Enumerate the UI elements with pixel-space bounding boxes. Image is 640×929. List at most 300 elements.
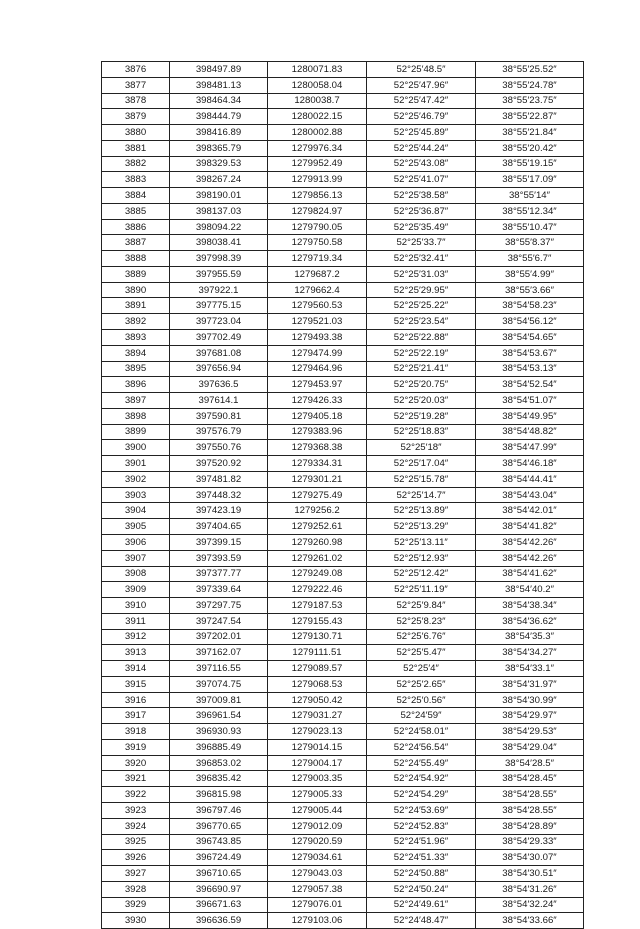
table-row — [102, 550, 584, 566]
latitude-cell: 52°25′22.88″ — [367, 330, 476, 346]
latitude-cell: 52°25′31.03″ — [367, 266, 476, 282]
latitude-cell: 52°24′56.54″ — [367, 739, 476, 755]
y-coordinate-cell: 1279662.4 — [268, 282, 367, 298]
x-coordinate-cell: 397074.75 — [170, 676, 268, 692]
table-row — [102, 471, 584, 487]
y-coordinate-cell: 1279824.97 — [268, 203, 367, 219]
x-coordinate-cell: 396690.97 — [170, 881, 268, 897]
longitude-cell: 38°55′3.66″ — [476, 282, 584, 298]
longitude-cell: 38°54′41.62″ — [476, 566, 584, 582]
y-coordinate-cell: 1279521.03 — [268, 314, 367, 330]
longitude-cell: 38°54′28.89″ — [476, 818, 584, 834]
y-coordinate-cell: 1279405.18 — [268, 408, 367, 424]
x-coordinate-cell: 398365.79 — [170, 140, 268, 156]
longitude-cell: 38°54′51.07″ — [476, 393, 584, 409]
x-coordinate-cell: 396797.46 — [170, 802, 268, 818]
longitude-cell: 38°54′29.33″ — [476, 834, 584, 850]
point-number-cell: 3885 — [102, 203, 170, 219]
x-coordinate-cell: 397922.1 — [170, 282, 268, 298]
x-coordinate-cell: 397202.01 — [170, 629, 268, 645]
latitude-cell: 52°25′35.49″ — [367, 219, 476, 235]
y-coordinate-cell: 1279012.09 — [268, 818, 367, 834]
x-coordinate-cell: 396770.65 — [170, 818, 268, 834]
x-coordinate-cell: 398497.89 — [170, 62, 268, 78]
point-number-cell: 3916 — [102, 692, 170, 708]
table-row — [102, 393, 584, 409]
longitude-cell: 38°54′28.55″ — [476, 802, 584, 818]
x-coordinate-cell: 397656.94 — [170, 361, 268, 377]
longitude-cell: 38°55′19.15″ — [476, 156, 584, 172]
y-coordinate-cell: 1279155.43 — [268, 613, 367, 629]
table-row — [102, 440, 584, 456]
y-coordinate-cell: 1279952.49 — [268, 156, 367, 172]
y-coordinate-cell: 1279687.2 — [268, 266, 367, 282]
point-number-cell: 3890 — [102, 282, 170, 298]
longitude-cell: 38°54′30.07″ — [476, 850, 584, 866]
point-number-cell: 3912 — [102, 629, 170, 645]
x-coordinate-cell: 396710.65 — [170, 866, 268, 882]
point-number-cell: 3884 — [102, 188, 170, 204]
x-coordinate-cell: 397393.59 — [170, 550, 268, 566]
point-number-cell: 3908 — [102, 566, 170, 582]
y-coordinate-cell: 1279004.17 — [268, 755, 367, 771]
table-row — [102, 408, 584, 424]
table-row — [102, 802, 584, 818]
latitude-cell: 52°24′50.24″ — [367, 881, 476, 897]
point-number-cell: 3881 — [102, 140, 170, 156]
y-coordinate-cell: 1279260.98 — [268, 534, 367, 550]
x-coordinate-cell: 397399.15 — [170, 534, 268, 550]
table-row — [102, 503, 584, 519]
table-row — [102, 93, 584, 109]
x-coordinate-cell: 396853.02 — [170, 755, 268, 771]
point-number-cell: 3922 — [102, 787, 170, 803]
latitude-cell: 52°25′17.04″ — [367, 456, 476, 472]
latitude-cell: 52°24′52.83″ — [367, 818, 476, 834]
latitude-cell: 52°25′11.19″ — [367, 582, 476, 598]
longitude-cell: 38°54′28.45″ — [476, 771, 584, 787]
point-number-cell: 3896 — [102, 377, 170, 393]
x-coordinate-cell: 397423.19 — [170, 503, 268, 519]
latitude-cell: 52°24′58.01″ — [367, 724, 476, 740]
y-coordinate-cell: 1279130.71 — [268, 629, 367, 645]
longitude-cell: 38°54′35.3″ — [476, 629, 584, 645]
latitude-cell: 52°25′2.65″ — [367, 676, 476, 692]
table-row — [102, 834, 584, 850]
point-number-cell: 3921 — [102, 771, 170, 787]
longitude-cell: 38°54′48.82″ — [476, 424, 584, 440]
y-coordinate-cell: 1279005.44 — [268, 802, 367, 818]
longitude-cell: 38°54′46.18″ — [476, 456, 584, 472]
longitude-cell: 38°54′38.34″ — [476, 598, 584, 614]
latitude-cell: 52°25′48.5″ — [367, 62, 476, 78]
table-row — [102, 314, 584, 330]
y-coordinate-cell: 1280022.15 — [268, 109, 367, 125]
point-number-cell: 3917 — [102, 708, 170, 724]
point-number-cell: 3918 — [102, 724, 170, 740]
x-coordinate-cell: 396671.63 — [170, 897, 268, 913]
longitude-cell: 38°54′42.26″ — [476, 534, 584, 550]
point-number-cell: 3910 — [102, 598, 170, 614]
table-row — [102, 282, 584, 298]
y-coordinate-cell: 1279020.59 — [268, 834, 367, 850]
point-number-cell: 3923 — [102, 802, 170, 818]
table-row — [102, 645, 584, 661]
longitude-cell: 38°55′23.75″ — [476, 93, 584, 109]
point-number-cell: 3911 — [102, 613, 170, 629]
latitude-cell: 52°25′22.19″ — [367, 345, 476, 361]
y-coordinate-cell: 1279068.53 — [268, 676, 367, 692]
table-row — [102, 188, 584, 204]
latitude-cell: 52°24′53.69″ — [367, 802, 476, 818]
longitude-cell: 38°55′20.42″ — [476, 140, 584, 156]
table-row — [102, 156, 584, 172]
longitude-cell: 38°55′8.37″ — [476, 235, 584, 251]
longitude-cell: 38°54′44.41″ — [476, 471, 584, 487]
latitude-cell: 52°25′21.41″ — [367, 361, 476, 377]
table-row — [102, 519, 584, 535]
y-coordinate-cell: 1279464.96 — [268, 361, 367, 377]
y-coordinate-cell: 1279560.53 — [268, 298, 367, 314]
table-row — [102, 881, 584, 897]
x-coordinate-cell: 398464.34 — [170, 93, 268, 109]
latitude-cell: 52°25′23.54″ — [367, 314, 476, 330]
x-coordinate-cell: 397614.1 — [170, 393, 268, 409]
longitude-cell: 38°55′6.7″ — [476, 251, 584, 267]
latitude-cell: 52°24′49.61″ — [367, 897, 476, 913]
y-coordinate-cell: 1279089.57 — [268, 661, 367, 677]
x-coordinate-cell: 397162.07 — [170, 645, 268, 661]
longitude-cell: 38°54′31.26″ — [476, 881, 584, 897]
longitude-cell: 38°54′30.51″ — [476, 866, 584, 882]
point-number-cell: 3894 — [102, 345, 170, 361]
x-coordinate-cell: 397723.04 — [170, 314, 268, 330]
longitude-cell: 38°55′17.09″ — [476, 172, 584, 188]
point-number-cell: 3882 — [102, 156, 170, 172]
table-row — [102, 203, 584, 219]
longitude-cell: 38°55′24.78″ — [476, 77, 584, 93]
latitude-cell: 52°25′47.42″ — [367, 93, 476, 109]
point-number-cell: 3880 — [102, 125, 170, 141]
latitude-cell: 52°24′48.47″ — [367, 913, 476, 929]
y-coordinate-cell: 1280058.04 — [268, 77, 367, 93]
latitude-cell: 52°25′44.24″ — [367, 140, 476, 156]
longitude-cell: 38°54′43.04″ — [476, 487, 584, 503]
y-coordinate-cell: 1280038.7 — [268, 93, 367, 109]
y-coordinate-cell: 1279031.27 — [268, 708, 367, 724]
latitude-cell: 52°25′38.58″ — [367, 188, 476, 204]
y-coordinate-cell: 1279261.02 — [268, 550, 367, 566]
table-row — [102, 330, 584, 346]
point-number-cell: 3877 — [102, 77, 170, 93]
point-number-cell: 3907 — [102, 550, 170, 566]
longitude-cell: 38°55′25.52″ — [476, 62, 584, 78]
longitude-cell: 38°54′42.01″ — [476, 503, 584, 519]
coordinates-table — [101, 61, 584, 929]
table-row — [102, 424, 584, 440]
point-number-cell: 3891 — [102, 298, 170, 314]
y-coordinate-cell: 1279005.33 — [268, 787, 367, 803]
point-number-cell: 3919 — [102, 739, 170, 755]
y-coordinate-cell: 1279076.01 — [268, 897, 367, 913]
y-coordinate-cell: 1279493.38 — [268, 330, 367, 346]
longitude-cell: 38°54′42.26″ — [476, 550, 584, 566]
table-row — [102, 676, 584, 692]
table-row — [102, 172, 584, 188]
latitude-cell: 52°25′15.78″ — [367, 471, 476, 487]
longitude-cell: 38°54′36.62″ — [476, 613, 584, 629]
y-coordinate-cell: 1279383.96 — [268, 424, 367, 440]
longitude-cell: 38°55′14″ — [476, 188, 584, 204]
longitude-cell: 38°54′29.97″ — [476, 708, 584, 724]
latitude-cell: 52°25′4″ — [367, 661, 476, 677]
latitude-cell: 52°25′0.56″ — [367, 692, 476, 708]
point-number-cell: 3888 — [102, 251, 170, 267]
table-row — [102, 739, 584, 755]
latitude-cell: 52°24′51.96″ — [367, 834, 476, 850]
point-number-cell: 3899 — [102, 424, 170, 440]
longitude-cell: 38°55′22.87″ — [476, 109, 584, 125]
point-number-cell: 3913 — [102, 645, 170, 661]
x-coordinate-cell: 398329.53 — [170, 156, 268, 172]
point-number-cell: 3920 — [102, 755, 170, 771]
point-number-cell: 3930 — [102, 913, 170, 929]
longitude-cell: 38°54′29.53″ — [476, 724, 584, 740]
x-coordinate-cell: 397116.55 — [170, 661, 268, 677]
point-number-cell: 3926 — [102, 850, 170, 866]
table-row — [102, 219, 584, 235]
latitude-cell: 52°24′59″ — [367, 708, 476, 724]
table-row — [102, 629, 584, 645]
longitude-cell: 38°54′54.65″ — [476, 330, 584, 346]
longitude-cell: 38°54′40.2″ — [476, 582, 584, 598]
point-number-cell: 3876 — [102, 62, 170, 78]
x-coordinate-cell: 397702.49 — [170, 330, 268, 346]
longitude-cell: 38°54′49.95″ — [476, 408, 584, 424]
point-number-cell: 3878 — [102, 93, 170, 109]
table-row — [102, 566, 584, 582]
latitude-cell: 52°24′51.33″ — [367, 850, 476, 866]
y-coordinate-cell: 1279976.34 — [268, 140, 367, 156]
latitude-cell: 52°25′8.23″ — [367, 613, 476, 629]
point-number-cell: 3902 — [102, 471, 170, 487]
table-row — [102, 787, 584, 803]
y-coordinate-cell: 1279187.53 — [268, 598, 367, 614]
x-coordinate-cell: 398038.41 — [170, 235, 268, 251]
table-row — [102, 708, 584, 724]
y-coordinate-cell: 1279252.61 — [268, 519, 367, 535]
y-coordinate-cell: 1279426.33 — [268, 393, 367, 409]
x-coordinate-cell: 396961.54 — [170, 708, 268, 724]
latitude-cell: 52°25′19.28″ — [367, 408, 476, 424]
y-coordinate-cell: 1279453.97 — [268, 377, 367, 393]
table-row — [102, 377, 584, 393]
x-coordinate-cell: 397681.08 — [170, 345, 268, 361]
point-number-cell: 3915 — [102, 676, 170, 692]
table-row — [102, 487, 584, 503]
point-number-cell: 3883 — [102, 172, 170, 188]
point-number-cell: 3927 — [102, 866, 170, 882]
table-row — [102, 235, 584, 251]
x-coordinate-cell: 398444.79 — [170, 109, 268, 125]
point-number-cell: 3898 — [102, 408, 170, 424]
y-coordinate-cell: 1279913.99 — [268, 172, 367, 188]
latitude-cell: 52°25′41.07″ — [367, 172, 476, 188]
latitude-cell: 52°25′13.11″ — [367, 534, 476, 550]
y-coordinate-cell: 1280071.83 — [268, 62, 367, 78]
x-coordinate-cell: 398190.01 — [170, 188, 268, 204]
table-row — [102, 661, 584, 677]
table-row — [102, 724, 584, 740]
x-coordinate-cell: 398481.13 — [170, 77, 268, 93]
x-coordinate-cell: 397955.59 — [170, 266, 268, 282]
y-coordinate-cell: 1279474.99 — [268, 345, 367, 361]
point-number-cell: 3879 — [102, 109, 170, 125]
table-row — [102, 298, 584, 314]
x-coordinate-cell: 396724.49 — [170, 850, 268, 866]
longitude-cell: 38°54′52.54″ — [476, 377, 584, 393]
latitude-cell: 52°25′14.7″ — [367, 487, 476, 503]
x-coordinate-cell: 397998.39 — [170, 251, 268, 267]
table-row — [102, 534, 584, 550]
point-number-cell: 3905 — [102, 519, 170, 535]
y-coordinate-cell: 1279334.31 — [268, 456, 367, 472]
x-coordinate-cell: 397404.65 — [170, 519, 268, 535]
table-row — [102, 582, 584, 598]
y-coordinate-cell: 1279050.42 — [268, 692, 367, 708]
latitude-cell: 52°25′13.29″ — [367, 519, 476, 535]
y-coordinate-cell: 1279023.13 — [268, 724, 367, 740]
point-number-cell: 3897 — [102, 393, 170, 409]
point-number-cell: 3900 — [102, 440, 170, 456]
longitude-cell: 38°54′53.67″ — [476, 345, 584, 361]
coordinates-table-body — [102, 62, 584, 929]
x-coordinate-cell: 398137.03 — [170, 203, 268, 219]
longitude-cell: 38°54′58.23″ — [476, 298, 584, 314]
table-row — [102, 913, 584, 929]
y-coordinate-cell: 1279790.05 — [268, 219, 367, 235]
longitude-cell: 38°54′33.1″ — [476, 661, 584, 677]
latitude-cell: 52°24′54.29″ — [367, 787, 476, 803]
point-number-cell: 3886 — [102, 219, 170, 235]
longitude-cell: 38°54′32.24″ — [476, 897, 584, 913]
x-coordinate-cell: 397590.81 — [170, 408, 268, 424]
x-coordinate-cell: 396930.93 — [170, 724, 268, 740]
latitude-cell: 52°25′5.47″ — [367, 645, 476, 661]
table-row — [102, 692, 584, 708]
table-row — [102, 125, 584, 141]
y-coordinate-cell: 1279111.51 — [268, 645, 367, 661]
y-coordinate-cell: 1279750.58 — [268, 235, 367, 251]
point-number-cell: 3903 — [102, 487, 170, 503]
x-coordinate-cell: 397775.15 — [170, 298, 268, 314]
table-row — [102, 755, 584, 771]
longitude-cell: 38°54′29.04″ — [476, 739, 584, 755]
latitude-cell: 52°25′47.96″ — [367, 77, 476, 93]
latitude-cell: 52°25′20.03″ — [367, 393, 476, 409]
latitude-cell: 52°25′9.84″ — [367, 598, 476, 614]
table-row — [102, 266, 584, 282]
latitude-cell: 52°25′46.79″ — [367, 109, 476, 125]
x-coordinate-cell: 397448.32 — [170, 487, 268, 503]
y-coordinate-cell: 1279856.13 — [268, 188, 367, 204]
point-number-cell: 3929 — [102, 897, 170, 913]
point-number-cell: 3901 — [102, 456, 170, 472]
x-coordinate-cell: 396885.49 — [170, 739, 268, 755]
table-row — [102, 818, 584, 834]
table-row — [102, 361, 584, 377]
table-row — [102, 109, 584, 125]
point-number-cell: 3893 — [102, 330, 170, 346]
table-row — [102, 456, 584, 472]
longitude-cell: 38°54′34.27″ — [476, 645, 584, 661]
latitude-cell: 52°25′6.76″ — [367, 629, 476, 645]
point-number-cell: 3892 — [102, 314, 170, 330]
x-coordinate-cell: 396743.85 — [170, 834, 268, 850]
y-coordinate-cell: 1279103.06 — [268, 913, 367, 929]
longitude-cell: 38°54′33.66″ — [476, 913, 584, 929]
x-coordinate-cell: 396636.59 — [170, 913, 268, 929]
longitude-cell: 38°55′12.34″ — [476, 203, 584, 219]
y-coordinate-cell: 1279249.08 — [268, 566, 367, 582]
x-coordinate-cell: 398267.24 — [170, 172, 268, 188]
table-row — [102, 771, 584, 787]
table-row — [102, 850, 584, 866]
longitude-cell: 38°55′21.84″ — [476, 125, 584, 141]
table-row — [102, 140, 584, 156]
x-coordinate-cell: 396815.98 — [170, 787, 268, 803]
table-row — [102, 251, 584, 267]
longitude-cell: 38°54′47.99″ — [476, 440, 584, 456]
point-number-cell: 3924 — [102, 818, 170, 834]
longitude-cell: 38°54′28.55″ — [476, 787, 584, 803]
y-coordinate-cell: 1279222.46 — [268, 582, 367, 598]
x-coordinate-cell: 397009.81 — [170, 692, 268, 708]
y-coordinate-cell: 1279014.15 — [268, 739, 367, 755]
latitude-cell: 52°24′50.88″ — [367, 866, 476, 882]
y-coordinate-cell: 1279719.34 — [268, 251, 367, 267]
x-coordinate-cell: 397481.82 — [170, 471, 268, 487]
y-coordinate-cell: 1279275.49 — [268, 487, 367, 503]
longitude-cell: 38°54′30.99″ — [476, 692, 584, 708]
table-row — [102, 345, 584, 361]
x-coordinate-cell: 397339.64 — [170, 582, 268, 598]
latitude-cell: 52°25′32.41″ — [367, 251, 476, 267]
latitude-cell: 52°25′36.87″ — [367, 203, 476, 219]
x-coordinate-cell: 397576.79 — [170, 424, 268, 440]
longitude-cell: 38°54′56.12″ — [476, 314, 584, 330]
table-row — [102, 598, 584, 614]
longitude-cell: 38°54′41.82″ — [476, 519, 584, 535]
point-number-cell: 3925 — [102, 834, 170, 850]
y-coordinate-cell: 1280002.88 — [268, 125, 367, 141]
longitude-cell: 38°54′31.97″ — [476, 676, 584, 692]
x-coordinate-cell: 397297.75 — [170, 598, 268, 614]
x-coordinate-cell: 397520.92 — [170, 456, 268, 472]
point-number-cell: 3906 — [102, 534, 170, 550]
latitude-cell: 52°25′18″ — [367, 440, 476, 456]
x-coordinate-cell: 398416.89 — [170, 125, 268, 141]
point-number-cell: 3928 — [102, 881, 170, 897]
table-row — [102, 77, 584, 93]
longitude-cell: 38°54′53.13″ — [476, 361, 584, 377]
latitude-cell: 52°24′54.92″ — [367, 771, 476, 787]
y-coordinate-cell: 1279003.35 — [268, 771, 367, 787]
y-coordinate-cell: 1279057.38 — [268, 881, 367, 897]
x-coordinate-cell: 398094.22 — [170, 219, 268, 235]
latitude-cell: 52°25′20.75″ — [367, 377, 476, 393]
latitude-cell: 52°25′43.08″ — [367, 156, 476, 172]
